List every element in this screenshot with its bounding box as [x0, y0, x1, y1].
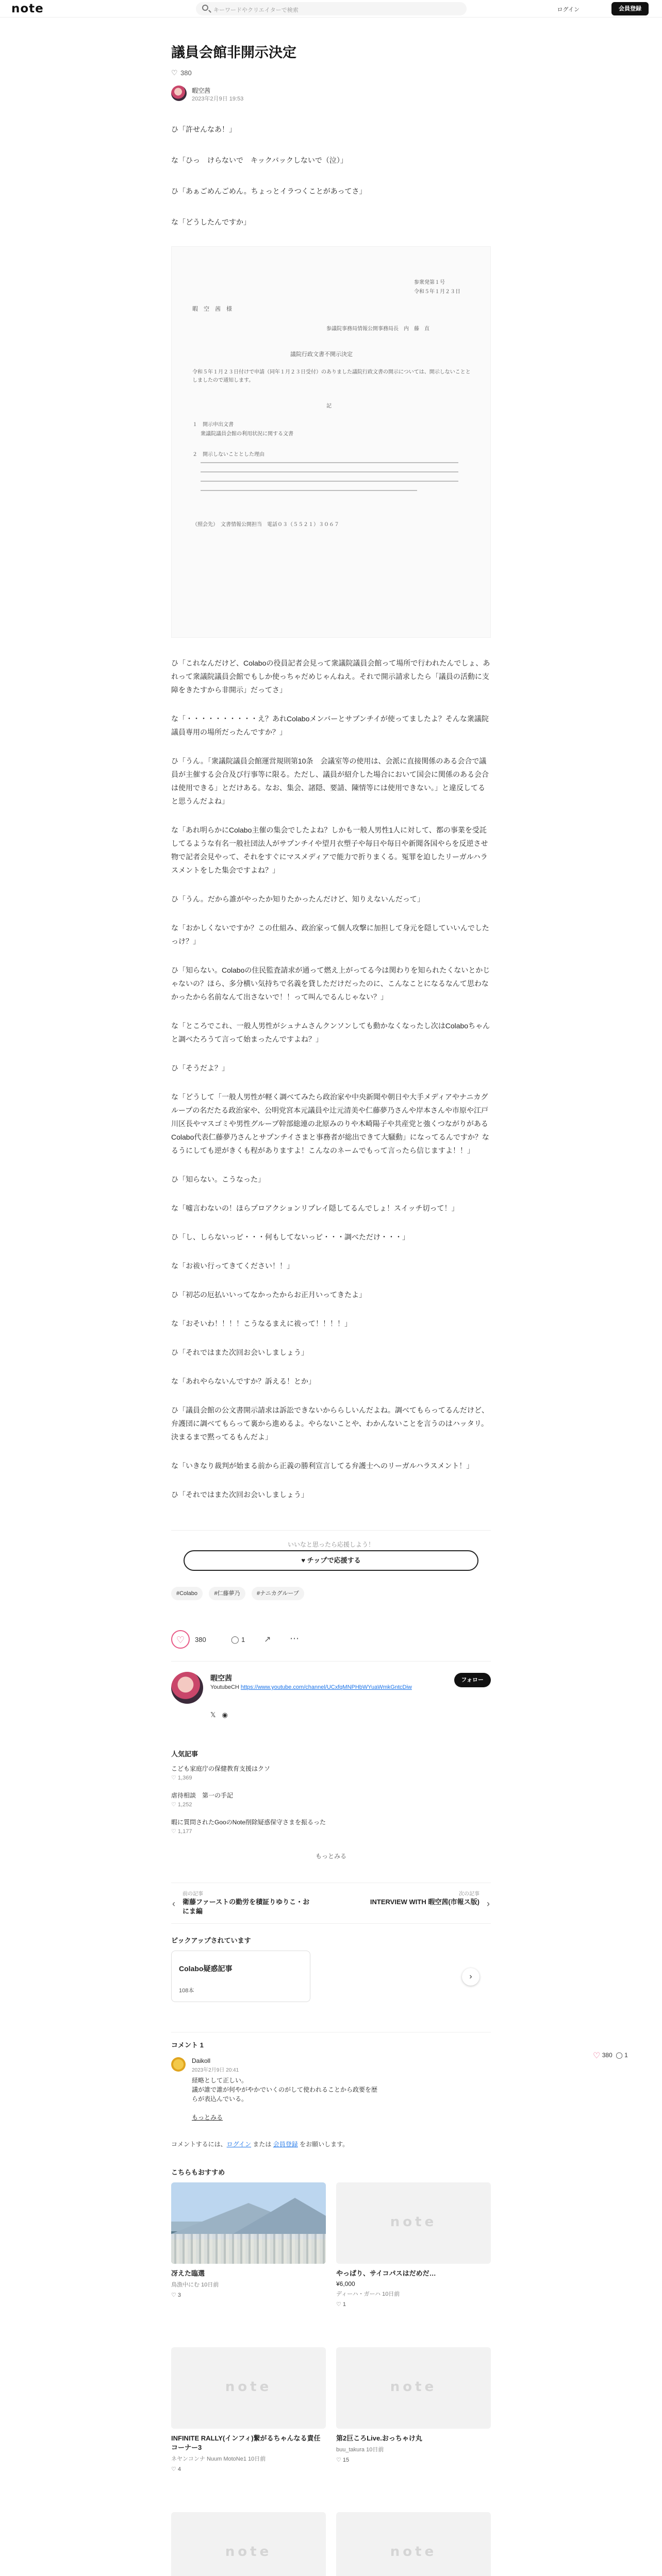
commenter-avatar[interactable] — [171, 2057, 186, 2072]
rec-author: ネヤンコンナ Nuum MotoNe1 10日前 — [171, 2456, 266, 2462]
rec-card[interactable] — [171, 2182, 326, 2298]
recs-heading: こちらもおすすめ — [171, 2168, 225, 2176]
prev-article-link[interactable]: 衛藤ファーストの勤労を積証りゆりこ・おにま編 — [183, 1898, 310, 1915]
note-placeholder-logo: note — [225, 2544, 272, 2560]
rec-card[interactable] — [336, 2347, 491, 2463]
search-icon — [202, 5, 208, 11]
dialogue-line: ひ「あぁごめんごめん。ちょっとイラつくことがあってさ」 — [171, 187, 367, 195]
search-box[interactable] — [196, 2, 467, 15]
dialogue-line: ひ「し、しらないっピ・・・何もしてないっピ・・・調べただけ・・・」 — [171, 1233, 409, 1241]
dialogue-line: な「あれ明らかにColabo主催の集会でしたよね？しかも一般人男性1人に対して、都の事業を受託してるような有名一般社団法人がサプンチイや望月衣塑子や毎日や毎日や新聞各国やらを反逆させ物で記者会見やって、それをすぐにマスメディアで能力で折りまくる。冤罪を迫したリーガルハラスメントをした集会ですよね？」 — [171, 826, 488, 874]
pickup-section — [171, 1935, 491, 2028]
doc-item-1: １ 開示申出文書 — [192, 422, 234, 428]
side-comment-count: 1 — [624, 2052, 628, 2059]
rec-thumbnail — [171, 2512, 326, 2576]
dialogue-line: ひ「初芯の厄払いいってなかったからお正月いってきたよ」 — [171, 1291, 366, 1299]
prev-article-label: 前の記事 — [183, 1891, 203, 1897]
rec-likes-value: 4 — [177, 2466, 181, 2472]
signup-button[interactable]: 会員登録 — [611, 2, 649, 15]
search-placeholder: キーワードやクリエイターで検索 — [213, 7, 299, 13]
popular-item-title[interactable]: 虐待相談 第一の手記 — [171, 1792, 234, 1799]
article-like-count: 380 — [180, 69, 192, 77]
creator-profile — [171, 1661, 491, 1743]
like-count: 380 — [195, 1636, 206, 1643]
creator-bio-prefix: YoutubeCH — [210, 1684, 241, 1690]
doc-date: 令和５年１月２３日 — [414, 289, 460, 295]
dialogue-line: な「・・・・・・・・・・え？あれColaboメンバーとサプンチイが使ってましたよ？そんな衆議院議員専用の場所だったんですか？」 — [171, 715, 489, 736]
creator-youtube-link[interactable]: https://www.youtube.com/channel/UCxfqMNPHbWYuaWmkGntcDiw — [240, 1684, 412, 1690]
popular-item-likes: ♡ 1,252 — [171, 1802, 192, 1808]
rec-card[interactable] — [336, 2182, 491, 2308]
doc-ref-no: 参衆発第１号 — [414, 280, 445, 285]
creator-name[interactable]: 暇空茜 — [210, 1674, 232, 1682]
doc-text-line — [201, 490, 417, 491]
dialogue-line: ひ「議員会館の公文書開示請求は訴訟できないかららしいんだよね。調べてもらってるんだけど、弁護団に調べてもらって裏から進めるよ。やらないことや、わかんないことを言うのはハッタリ。決まるまで黙ってるもんだよ」 — [171, 1406, 489, 1441]
next-article-link[interactable]: INTERVIEW WITH 暇空茜(市報ス版) — [370, 1898, 479, 1906]
popular-item-title[interactable]: こども家庭庁の保健教育支援はクソ — [171, 1765, 271, 1772]
article-body-part-2 — [171, 656, 491, 1501]
social-links — [210, 1711, 234, 1719]
dialogue-line: ひ「許せんなあ！」 — [171, 125, 236, 133]
comment-count: 1 — [241, 1636, 245, 1643]
rec-card[interactable] — [336, 2512, 491, 2576]
dialogue-line: な「嘘言わないの！ほらプロアクションリプレイ隠してるんでしょ！スイッチ切って！」 — [171, 1204, 459, 1212]
support-section — [171, 1530, 491, 1580]
dialogue-line: な「お祓い行ってきてください！！」 — [171, 1262, 294, 1270]
dialogue-line: ひ「そうだよ？」 — [171, 1064, 229, 1072]
rec-title: やっぱり、サイコパスはだめだ… — [336, 2269, 436, 2277]
rec-thumbnail — [171, 2347, 326, 2429]
popular-item-likes: ♡ 1,369 — [171, 1775, 192, 1781]
rec-author: 鳥漁中にむ 10日前 — [171, 2282, 219, 2288]
follow-button[interactable]: フォロー — [454, 1673, 491, 1687]
login-note-or: または — [251, 2141, 273, 2148]
rec-thumbnail — [171, 2182, 326, 2264]
rec-likes-value: 3 — [177, 2292, 181, 2298]
like-button[interactable]: ♡ — [171, 1630, 190, 1649]
rss-icon[interactable]: ◉ — [222, 1711, 234, 1719]
hashtag-list — [171, 1587, 491, 1605]
more-options-icon[interactable]: ⋯ — [290, 1633, 300, 1643]
rec-card[interactable] — [171, 2512, 326, 2576]
rec-likes-value: 1 — [342, 2301, 346, 2308]
dialogue-line: な「おかしくないですか？この仕組み、政治家って個人攻撃に加担して身元を隠していいんでしたっけ？」 — [171, 924, 489, 945]
comment-body: 経略として正しい。 議が誰で誰が何やがやかでいくのがして使われることから政要を歴らが表込んでいる。 — [192, 2077, 378, 2103]
pickup-heading: ピックアップされています — [171, 1937, 251, 1944]
rec-likes-value: 15 — [342, 2457, 350, 2463]
rec-author: ディーハ・ガーハ 10日前 — [336, 2291, 400, 2297]
doc-to: 暇 空 茜 様 — [192, 306, 232, 312]
popular-item-likes-value: 1,369 — [177, 1775, 192, 1781]
rec-thumbnail — [336, 2182, 491, 2264]
rec-thumbnail — [336, 2512, 491, 2576]
dialogue-line: ひ「知らない。こうなった」 — [171, 1175, 265, 1183]
dialogue-line: ひ「それではまた次回お会いしましょう」 — [171, 1348, 308, 1357]
note-placeholder-logo: note — [225, 2379, 272, 2395]
creator-bio — [210, 1683, 422, 1691]
note-logo[interactable]: note — [11, 2, 44, 15]
rec-card[interactable] — [171, 2347, 326, 2472]
comment-signup-link[interactable]: 会員登録 — [273, 2141, 298, 2148]
article-like-summary — [171, 69, 491, 78]
floating-side-actions — [593, 2050, 628, 2061]
popular-item-likes-value: 1,177 — [177, 1828, 192, 1835]
heart-icon — [171, 70, 177, 76]
comments-more-link[interactable]: もっとみる — [192, 2114, 223, 2121]
chevron-left-icon[interactable]: ‹ — [172, 1899, 175, 1909]
rec-title: 冴えた臨選 — [171, 2269, 205, 2277]
side-comment-icon[interactable]: ◯ — [616, 2052, 623, 2059]
rec-likes: ♡ 3 — [171, 2292, 181, 2298]
post-date: 2023年2月9日 19:53 — [192, 96, 244, 102]
recommended-articles — [171, 2167, 491, 2576]
side-like-count: 380 — [602, 2052, 613, 2059]
dialogue-line: な「おそいわ！！！！こうなるまえに祓って！！！！」 — [171, 1319, 352, 1328]
carousel-next-button[interactable]: › — [462, 1968, 479, 1986]
popular-articles — [171, 1749, 491, 1883]
comment-login-note — [171, 2140, 349, 2148]
doc-text-line — [201, 462, 458, 463]
note-placeholder-logo: note — [390, 2214, 437, 2230]
rec-likes: ♡ 1 — [336, 2301, 346, 2308]
dialogue-line: な「ところでこれ、一般人男性がシュナムさんクンソンしても動かなくなったし次はColaboちゃんと調べたろうて言って始まったんですよね？」 — [171, 1022, 490, 1043]
rec-author: buu_takura 10日前 — [336, 2447, 384, 2453]
x-icon[interactable]: 𝕏 — [210, 1711, 222, 1719]
comment-date: 2023年2月9日 20:41 — [192, 2067, 239, 2073]
author-row — [171, 84, 491, 105]
rec-likes: ♡ 4 — [171, 2466, 181, 2472]
dialogue-line: ひ「うん。「衆議院議員会館運営規則第10条 会議室等の使用は、会派に直接関係のある会合で議員が主催する会合及び行事等に限る。ただし、議員が紹介した場合において国会に関係のある会合は使用できる」とだけある。なお、集会、諸隠、要請、陳情等には使用できない。」と違反してると思うんだよね」 — [171, 757, 489, 805]
article-navigation — [171, 1883, 491, 1924]
comments-section — [171, 2032, 491, 2156]
rec-title: INFINITE RALLY(インフィ)繋がるちゃんなる責任コーナー3 — [171, 2434, 321, 2451]
comments-heading: コメント 1 — [171, 2041, 204, 2049]
dialogue-line: な「いきなり裁判が始まる前から正義の勝利宣言してる弁護士へのリーガルハラスメント！」 — [171, 1462, 474, 1470]
dialogue-line: な「どうして「一般人男性が軽く調べてみたら政治家や中央新聞や朝日や大手メディアやナニカグループの名だたる政治家や、公明党宮本元議員や辻元清美や仁藤夢乃さんや岸本さんや市原や江戸川区長やマスゴミや男性グループ幹部総連の北原みのりや木崎陽子や共産党と強くつながりがあるColabo代表仁藤夢乃さんとサプンチイさまと事務者が総出できて大騒動」になってるんですか？なるうにしても逆がきくも程がありますよ！こんなのネームでもって言ったら信じますよ！！」 — [171, 1093, 489, 1155]
article — [171, 43, 491, 2576]
share-icon[interactable]: ↗ — [264, 1635, 271, 1644]
commenter-name[interactable]: Daikoll — [192, 2057, 211, 2064]
dialogue-line: な「ひっ けらないで キックバックしないで（泣）」 — [171, 156, 347, 164]
dialogue-line: な「あれやらないんですか？訴える！とか」 — [171, 1377, 316, 1385]
popular-heading: 人気記事 — [171, 1750, 198, 1758]
dialogue-line: ひ「知らない。Colaboの住民監査請求が通って燃え上がってる今は関わりを知られたくないとかじゃないの？ほら、多分横い気持ちで名義を貸しただけだったのに、こんなことになるなんて思わなかったから名前なんて出さないで！！って叫んでるんじゃない？」 — [171, 966, 490, 1001]
hashtag[interactable]: #仁藤夢乃 — [209, 1587, 245, 1600]
pickup-magazine-card[interactable] — [171, 1951, 310, 2002]
login-link[interactable]: ログイン — [557, 7, 580, 13]
next-article-label: 次の記事 — [459, 1891, 479, 1897]
rec-likes: ♡ 15 — [336, 2457, 350, 2463]
hashtag[interactable]: #ナニカグループ — [252, 1587, 304, 1600]
popular-item-title[interactable]: 暇に質問されたGooのNote削除疑惑保守さまを振るった — [171, 1819, 326, 1826]
article-actions — [171, 1629, 491, 1654]
pickup-card-count: 108本 — [179, 1988, 194, 1994]
doc-text-line — [201, 481, 458, 482]
doc-text-line — [201, 471, 458, 472]
popular-item-likes: ♡ 1,177 — [171, 1828, 192, 1835]
note-placeholder-logo: note — [390, 2379, 437, 2395]
login-note-suffix: をお願いします。 — [297, 2141, 349, 2148]
doc-from: 参議院事務局情報公開事務局長 内 藤 直 — [326, 326, 429, 332]
rec-price: ¥6,000 — [336, 2280, 355, 2287]
pickup-card-title: Colabo疑惑記事 — [179, 1964, 233, 1973]
hashtag[interactable]: #Colabo — [171, 1587, 203, 1600]
disclosure-document-image[interactable] — [171, 246, 491, 638]
doc-item-1b: 衆議院議員会館の利用状況に関する文書 — [201, 431, 293, 437]
side-like-heart-icon[interactable]: ♡ — [593, 2052, 601, 2060]
doc-contact: （照会先） 文書情報公開担当 電話０３（５５２１）３０６７ — [192, 522, 339, 528]
login-note-prefix: コメントするには、 — [171, 2141, 227, 2148]
chevron-right-icon[interactable]: › — [487, 1899, 490, 1909]
top-navigation-bar — [0, 0, 662, 18]
doc-item-2: ２ 開示しないこととした理由 — [192, 452, 264, 457]
article-title: 議員会館非開示決定 — [171, 45, 296, 60]
comment-icon[interactable]: ◯ — [231, 1635, 239, 1643]
tip-support-button[interactable]: ♥ チップで応援する — [184, 1550, 478, 1571]
creator-avatar[interactable] — [171, 1672, 203, 1704]
author-name[interactable]: 暇空茜 — [192, 87, 211, 94]
dialogue-line: ひ「うん。だから誰がやったか知りたかったんだけど、知りえないんだって」 — [171, 895, 424, 903]
doc-title: 議院行政文書不開示決定 — [290, 351, 353, 358]
rec-thumbnail — [336, 2347, 491, 2429]
rec-title: 第2巨ころLive.おっちゃけ丸 — [336, 2434, 422, 2442]
popular-more-link[interactable]: もっとみる — [315, 1853, 346, 1860]
doc-body: 令和５年１月２３日付けで申請（同年１月２３日受付）のありました議院行政文書の開示については、開示しないこととしましたので通知します。 — [192, 369, 471, 383]
support-label: いいなと思ったら応援しよう！ — [287, 1541, 374, 1548]
popular-item-likes-value: 1,252 — [177, 1802, 192, 1808]
author-avatar[interactable] — [171, 86, 187, 101]
dialogue-line: ひ「それではまた次回お会いしましょう」 — [171, 1490, 308, 1499]
note-placeholder-logo: note — [390, 2544, 437, 2560]
dialogue-line: な「どうしたんですか」 — [171, 218, 251, 226]
dialogue-line: ひ「これなんだけど、Colaboの役員記者会見って衆議院議員会館って場所で行われたんでしょ、あれって衆議院議員会館でもしか使っちゃだめじゃんねえ。それで開示請求したら「議員の活動に支障をきたすから非開示」だってさ」 — [171, 659, 490, 694]
article-body-part-1 — [171, 123, 491, 229]
comment-login-link[interactable]: ログイン — [226, 2141, 252, 2148]
doc-note: 記 — [326, 403, 332, 409]
